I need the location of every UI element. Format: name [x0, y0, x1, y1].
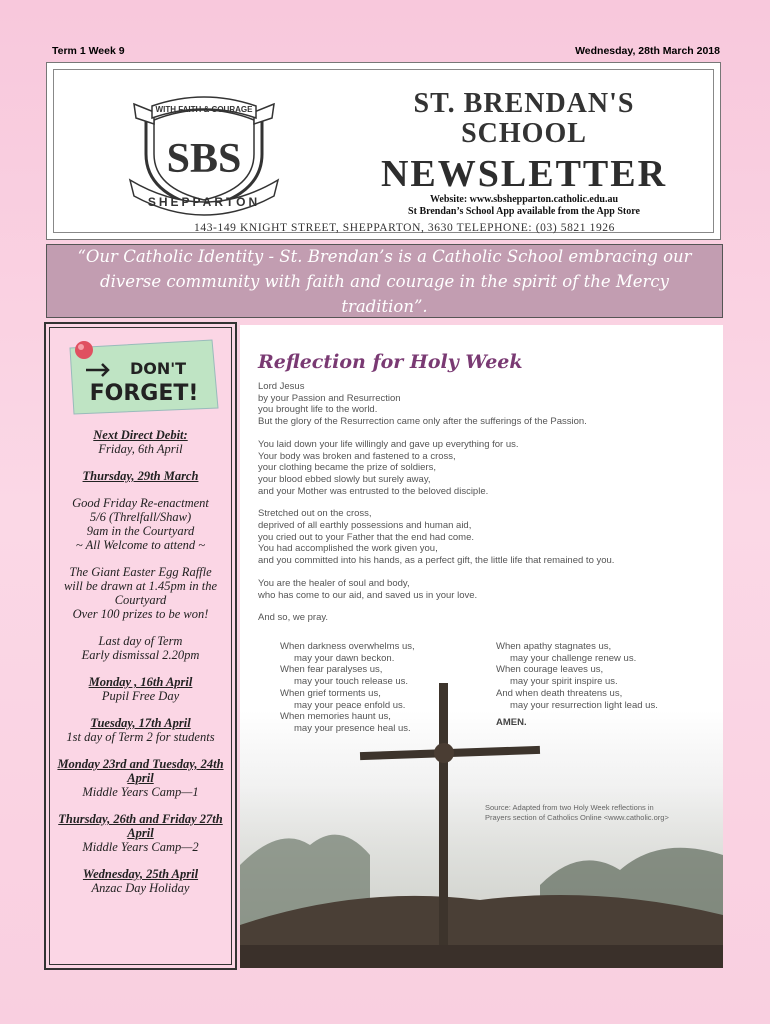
reflection-line: deprived of all earthly possessions and human aid, — [258, 520, 472, 532]
reflection-line: Stretched out on the cross, — [258, 508, 372, 520]
event-item — [50, 428, 231, 456]
reflection-line: by your Passion and Resurrection — [258, 392, 401, 404]
reflection-line: your clothing became the prize of soldiers, — [258, 462, 436, 474]
event-detail: Last day of Term — [98, 634, 183, 648]
masthead-frame — [53, 69, 714, 233]
prayer-line: And when death threatens us, — [496, 687, 623, 699]
event-item — [50, 675, 231, 703]
source-line: Source: Adapted from two Holy Week reflections in — [485, 803, 654, 812]
event-detail: will be drawn at 1.45pm in the — [63, 579, 218, 593]
reflection-text — [258, 381, 708, 635]
crest-monogram: SBS — [166, 136, 242, 182]
app-notice: St Brendan’s School App available from the App Store — [408, 206, 640, 217]
prayer-right-column — [496, 641, 716, 729]
reflection-line: You are the healer of soul and body, — [258, 577, 410, 589]
crest-town: SHEPPARTON — [147, 195, 261, 209]
reflection-line: You laid down your life willingly and gave up everything for us. — [258, 438, 519, 450]
prayer-line: may your dawn beckon. — [294, 652, 395, 664]
event-date: Tuesday, 17th April — [90, 716, 191, 730]
event-detail: Courtyard — [114, 593, 167, 607]
prayer-line: When darkness overwhelms us, — [280, 641, 415, 652]
event-detail: Good Friday Re-enactment — [72, 496, 209, 510]
prayer-line: When memories haunt us, — [280, 711, 391, 723]
event-date: Wednesday, 25th April — [82, 867, 199, 881]
prayer-line: may your challenge renew us. — [510, 652, 637, 664]
event-item — [50, 867, 231, 895]
catholic-identity-motto — [46, 244, 723, 318]
event-list — [50, 428, 231, 908]
reflection-paragraph — [258, 508, 708, 567]
event-date: Next Direct Debit: — [93, 428, 188, 442]
note-line1: DON'T — [129, 359, 187, 378]
reflection-line: you brought life to the world. — [258, 404, 378, 416]
source-line: Prayers section of Catholics Online <www.catholic.org> — [485, 813, 669, 822]
prayer-line: may your touch release us. — [294, 676, 409, 688]
issue-date: Wednesday, 28th March 2018 — [575, 45, 720, 57]
motto-text: “Our Catholic Identity - St. Brendan’s is a Catholic School embracing our diverse community with faith and courage in the spirit of the Mercy tradition”. — [77, 246, 692, 316]
reflection-paragraph — [258, 381, 708, 428]
event-item — [50, 757, 231, 799]
event-detail: Middle Years Camp—2 — [82, 840, 199, 854]
newsletter-title: NEWSLETTER — [380, 153, 668, 195]
prayer-line: When apathy stagnates us, — [496, 641, 612, 652]
school-name-line1: ST. BRENDAN'S — [413, 88, 635, 119]
event-date: Monday , 16th April — [88, 675, 193, 689]
event-item — [50, 716, 231, 744]
event-detail: 5/6 (Threlfall/Shaw) — [89, 510, 192, 524]
note-line2: FORGET! — [89, 381, 199, 406]
reflection-line: And so, we pray. — [258, 612, 329, 624]
event-detail: Anzac Day Holiday — [91, 881, 190, 895]
reflection-line: But the glory of the Resurrection came only after the sufferings of the Passion. — [258, 416, 587, 428]
prayer-line: When courage leaves us, — [496, 664, 604, 676]
event-detail: Early dismissal 2.20pm — [81, 648, 200, 662]
event-detail: Over 100 prizes to be won! — [72, 607, 209, 621]
website-link[interactable]: Website: www.sbshepparton.catholic.edu.au — [429, 194, 619, 205]
reflection-paragraph — [258, 578, 708, 601]
school-crest-logo — [124, 84, 284, 216]
event-detail: ~ All Welcome to attend ~ — [75, 538, 206, 552]
event-detail: Middle Years Camp—1 — [82, 785, 199, 799]
prayer-line: may your peace enfold us. — [294, 699, 406, 711]
event-item — [50, 634, 231, 662]
event-detail: 9am in the Courtyard — [86, 524, 195, 538]
school-address: 143-149 KNIGHT STREET, SHEPPARTON, 3630 TELEPHONE: (03) 5821 1926 — [194, 222, 616, 234]
masthead — [46, 62, 721, 240]
prayer-line: may your resurrection light lead us. — [510, 699, 658, 711]
prayer-line: When fear paralyses us, — [280, 664, 383, 676]
event-item — [50, 812, 231, 854]
event-item — [50, 565, 231, 621]
event-detail: Pupil Free Day — [101, 689, 180, 703]
reflection-line: and your Mother was entrusted to the beloved disciple. — [258, 485, 489, 497]
school-name-line2: SCHOOL — [461, 118, 587, 149]
reflection-line: Lord Jesus — [258, 381, 305, 392]
prayer-line: may your presence heal us. — [294, 722, 411, 734]
term-week-label: Term 1 Week 9 — [52, 45, 125, 57]
amen-text: AMEN. — [496, 717, 527, 729]
reflection-line: and you committed into his hands, as a perfect gift, the little life that remained to you. — [258, 555, 615, 567]
event-item — [50, 496, 231, 552]
reflection-line: your blood ebbed slowly but surely away, — [258, 473, 431, 485]
event-date: Thursday, 26th and Friday 27th April — [58, 812, 223, 840]
dont-forget-note-icon — [62, 334, 222, 416]
event-detail: 1st day of Term 2 for students — [66, 730, 215, 744]
crest-motto: WITH FAITH & COURAGE — [155, 105, 253, 114]
reflection-paragraph — [258, 612, 708, 624]
event-item — [50, 469, 231, 483]
event-date: Monday 23rd and Tuesday, 24th April — [57, 757, 224, 785]
reflection-line: Your body was broken and fastened to a cross, — [258, 450, 456, 462]
prayer-line: When grief torments us, — [280, 687, 381, 699]
reflection-paragraph — [258, 439, 708, 498]
prayer-left-column — [280, 641, 480, 735]
event-detail: The Giant Easter Egg Raffle — [69, 565, 212, 579]
reflection-title: Reflection for Holy Week — [258, 351, 523, 373]
reflection-line: you cried out to your Father that the end had come. — [258, 531, 474, 543]
reflection-line: who has come to our aid, and saved us in your love. — [258, 589, 478, 601]
event-date: Thursday, 29th March — [82, 469, 199, 483]
reflection-line: You had accomplished the work given you, — [258, 543, 438, 555]
reminders-sidebar — [44, 322, 237, 970]
event-detail: Friday, 6th April — [98, 442, 183, 456]
reminders-frame — [49, 327, 232, 965]
reflection-panel — [240, 325, 723, 968]
prayer-line: may your spirit inspire us. — [510, 676, 618, 688]
reflection-source — [485, 803, 715, 823]
